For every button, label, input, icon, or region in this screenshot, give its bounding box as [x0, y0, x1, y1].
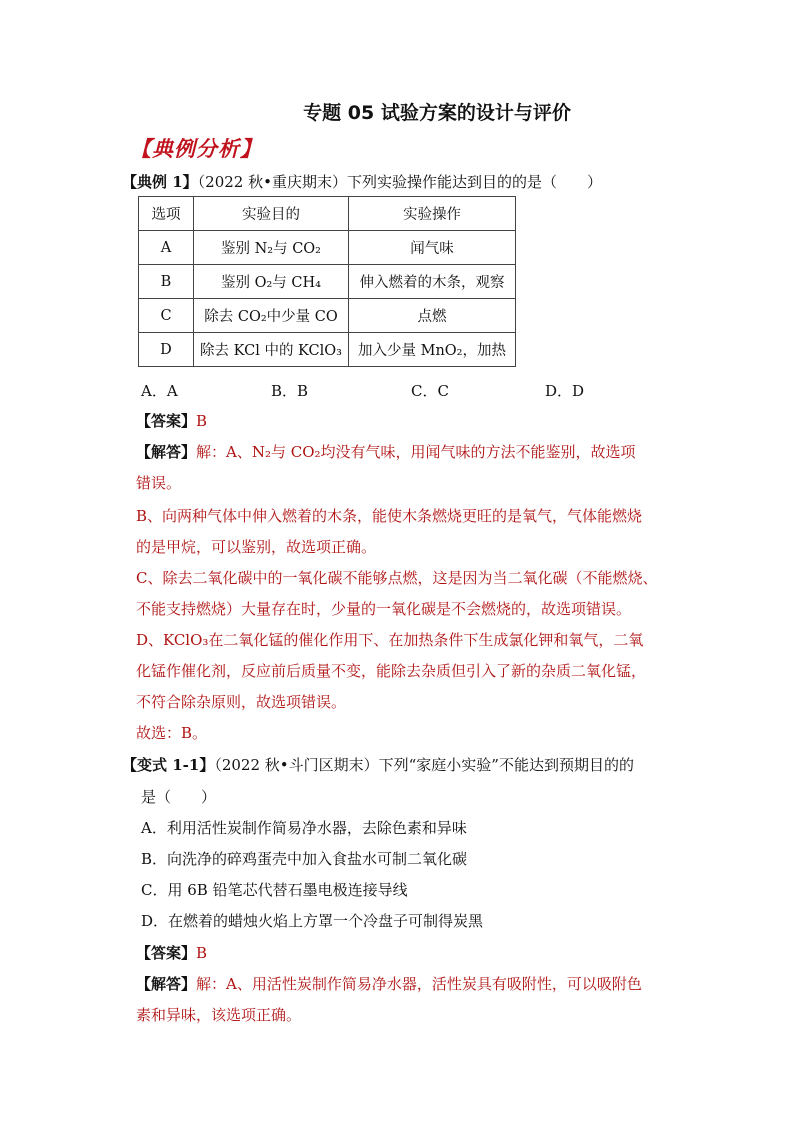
table-cell: 点燃: [349, 299, 516, 333]
table-cell: A: [139, 231, 194, 265]
solution-line: 不符合除杂原则，故选项错误。: [136, 693, 347, 711]
table-cell: 鉴别 O₂与 CH₄: [194, 265, 349, 299]
choice-c: C．C: [411, 382, 449, 400]
solution-line: 的是甲烷，可以鉴别，故选项正确。: [136, 538, 377, 556]
table-cell: 闻气味: [349, 231, 516, 265]
table-cell: D: [139, 333, 194, 367]
options-table: [138, 196, 516, 367]
table-cell: 鉴别 N₂与 CO₂: [194, 231, 349, 265]
page-title: 专题 05 试验方案的设计与评价: [303, 102, 571, 124]
table-cell: 除去 CO₂中少量 CO: [194, 299, 349, 333]
variant-1-answer: [136, 942, 207, 963]
solution-line: 不能支持燃烧）大量存在时，少量的一氧化碳是不会燃烧的，故选项错误。: [136, 600, 632, 618]
solution-line: 素和异味，该选项正确。: [136, 1006, 302, 1024]
table-cell: 伸入燃着的木条，观察: [349, 265, 516, 299]
example-1-question-text: （2022 秋•重庆期末）下列实验操作能达到目的的是（ ）: [197, 173, 602, 191]
solution-label: 【解答】: [136, 975, 197, 993]
answer-label: 【答案】: [136, 412, 197, 430]
variant-option-a: A．利用活性炭制作简易净水器，去除色素和异味: [141, 819, 467, 837]
variant-1-question-line2: 是（ ）: [141, 788, 217, 806]
variant-option-b: B．向洗净的碎鸡蛋壳中加入食盐水可制二氧化碳: [141, 850, 468, 868]
choice-d: D．D: [545, 382, 585, 400]
table-row: [139, 299, 516, 333]
solution-line: C、除去二氧化碳中的一氧化碳不能够点燃，这是因为当二氧化碳（不能燃烧、: [136, 569, 658, 587]
choice-b: B．B: [271, 382, 309, 400]
table-row: [139, 231, 516, 265]
table-header: 实验操作: [349, 197, 516, 231]
table-header: 选项: [139, 197, 194, 231]
solution-line: [136, 973, 642, 994]
solution-line: D、KClO₃在二氧化锰的催化作用下、在加热条件下生成氯化钾和氧气，二氧: [136, 631, 644, 649]
section-label: 【典例分析】: [130, 136, 262, 161]
table-row: [139, 265, 516, 299]
solution-line: 错误。: [136, 474, 182, 492]
answer-label: 【答案】: [136, 944, 197, 962]
variant-option-d: D．在燃着的蜡烛火焰上方罩一个冷盘子可制得炭黑: [141, 912, 484, 930]
solution-text: 解：A、N₂与 CO₂均没有气味，用闻气味的方法不能鉴别，故选项: [196, 443, 636, 461]
table-cell: B: [139, 265, 194, 299]
solution-line: B、向两种气体中伸入燃着的木条，能使木条燃烧更旺的是氧气，气体能燃烧: [136, 507, 643, 525]
solution-text: 解：A、用活性炭制作简易净水器，活性炭具有吸附性，可以吸附色: [196, 975, 642, 993]
answer-value: B: [196, 412, 208, 430]
solution-line: 化锰作催化剂，反应前后质量不变，能除去杂质但引入了新的杂质二氧化锰，: [136, 662, 647, 680]
example-1-tag: 【典例 1】: [122, 173, 198, 191]
example-1-answer: [136, 410, 207, 431]
table-header: 实验目的: [194, 197, 349, 231]
table-cell: 除去 KCl 中的 KClO₃: [194, 333, 349, 367]
table-cell: 加入少量 MnO₂，加热: [349, 333, 516, 367]
solution-label: 【解答】: [136, 443, 197, 461]
choice-a: A．A: [141, 382, 178, 400]
variant-1-question-text: （2022 秋•斗门区期末）下列“家庭小实验”不能达到预期目的的: [214, 756, 634, 774]
variant-1-tag: 【变式 1-1】: [122, 756, 215, 774]
solution-line: 故选：B。: [136, 724, 208, 742]
variant-1-question: [122, 754, 634, 775]
variant-option-c: C．用 6B 铅笔芯代替石墨电极连接导线: [141, 881, 408, 899]
example-1-question: [122, 171, 602, 192]
table-cell: C: [139, 299, 194, 333]
example-1-choices: [141, 380, 584, 401]
solution-line: [136, 441, 636, 462]
table-row: [139, 333, 516, 367]
table-header-row: [139, 197, 516, 231]
answer-value: B: [196, 944, 208, 962]
